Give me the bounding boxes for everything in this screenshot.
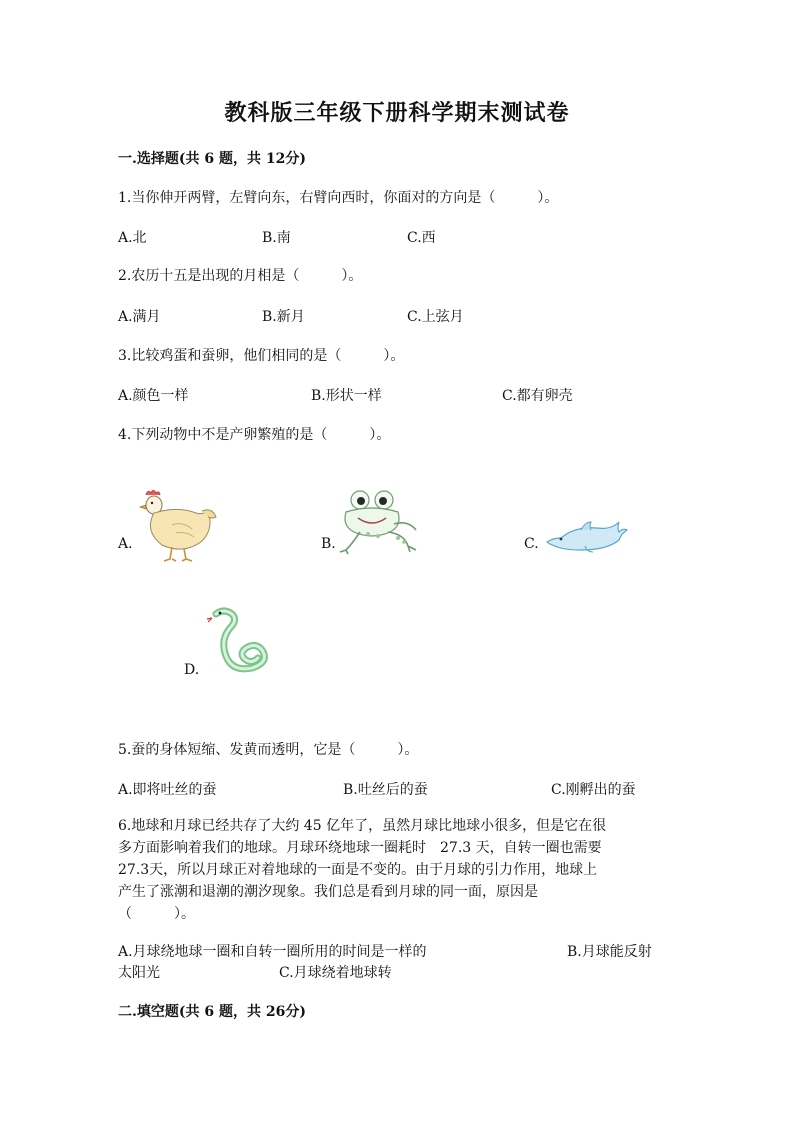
- q3-option-b: B.形状一样: [311, 388, 382, 404]
- q5-option-c: C.刚孵出的蚕: [551, 782, 636, 798]
- q6-option-a: A.月球绕地球一圈和自转一圈所用的时间是一样的: [118, 944, 427, 960]
- q4-option-c-label: C.: [524, 536, 539, 552]
- hen-icon: [132, 485, 222, 565]
- question-6-line: 产生了涨潮和退潮的潮汐现象。我们总是看到月球的同一面，原因是: [118, 884, 538, 900]
- q4-option-d-label: D.: [184, 662, 200, 678]
- question-6-line: 多方面影响着我们的地球。月球环绕地球一圈耗时 27.3 天，自转一圈也需要: [118, 840, 602, 856]
- q4-option-b-label: B.: [321, 536, 336, 552]
- q3-option-c: C.都有卵壳: [502, 388, 573, 404]
- q6-option-c: C.月球绕着地球转: [279, 965, 392, 981]
- q1-option-a: A.北: [118, 230, 147, 246]
- question-6-line: 6.地球和月球已经共存了大约 45 亿年了，虽然月球比地球小很多，但是它在很: [118, 818, 607, 834]
- page-title: 教科版三年级下册科学期末测试卷: [224, 100, 570, 126]
- dolphin-icon: [545, 518, 629, 558]
- q5-option-b: B.吐丝后的蚕: [343, 782, 428, 798]
- q3-option-a: A.颜色一样: [118, 388, 189, 404]
- question-1: 1.当你伸开两臂，左臂向东，右臂向西时，你面对的方向是（ ）。: [118, 190, 559, 206]
- q1-option-b: B.南: [262, 230, 291, 246]
- question-6-line: （ ）。: [118, 906, 195, 922]
- q5-option-a: A.即将吐丝的蚕: [118, 782, 217, 798]
- q1-option-c: C.西: [407, 230, 436, 246]
- q6-option-b: B.月球能反射: [567, 944, 652, 960]
- question-3: 3.比较鸡蛋和蚕卵，他们相同的是（ ）。: [118, 348, 405, 364]
- section-heading-fill-blank: 二.填空题(共 6 题，共 26分): [118, 1004, 306, 1020]
- question-2: 2.农历十五是出现的月相是（ ）。: [118, 268, 363, 284]
- q2-option-b: B.新月: [262, 309, 305, 325]
- frog-icon: [338, 488, 422, 560]
- question-5: 5.蚕的身体短缩、发黄而透明，它是（ ）。: [118, 742, 419, 758]
- q4-option-a-label: A.: [118, 536, 133, 552]
- section-heading-choice: 一.选择题(共 6 题，共 12分): [118, 151, 306, 167]
- question-6-line: 27.3天，所以月球正对着地球的一面是不变的。由于月球的引力作用，地球上: [118, 862, 598, 878]
- question-4: 4.下列动物中不是产卵繁殖的是（ ）。: [118, 427, 391, 443]
- snake-icon: [206, 606, 276, 688]
- q6-option-b-continued: 太阳光: [118, 965, 160, 981]
- q2-option-c: C.上弦月: [407, 309, 464, 325]
- question-6: [118, 815, 673, 925]
- q2-option-a: A.满月: [118, 309, 161, 325]
